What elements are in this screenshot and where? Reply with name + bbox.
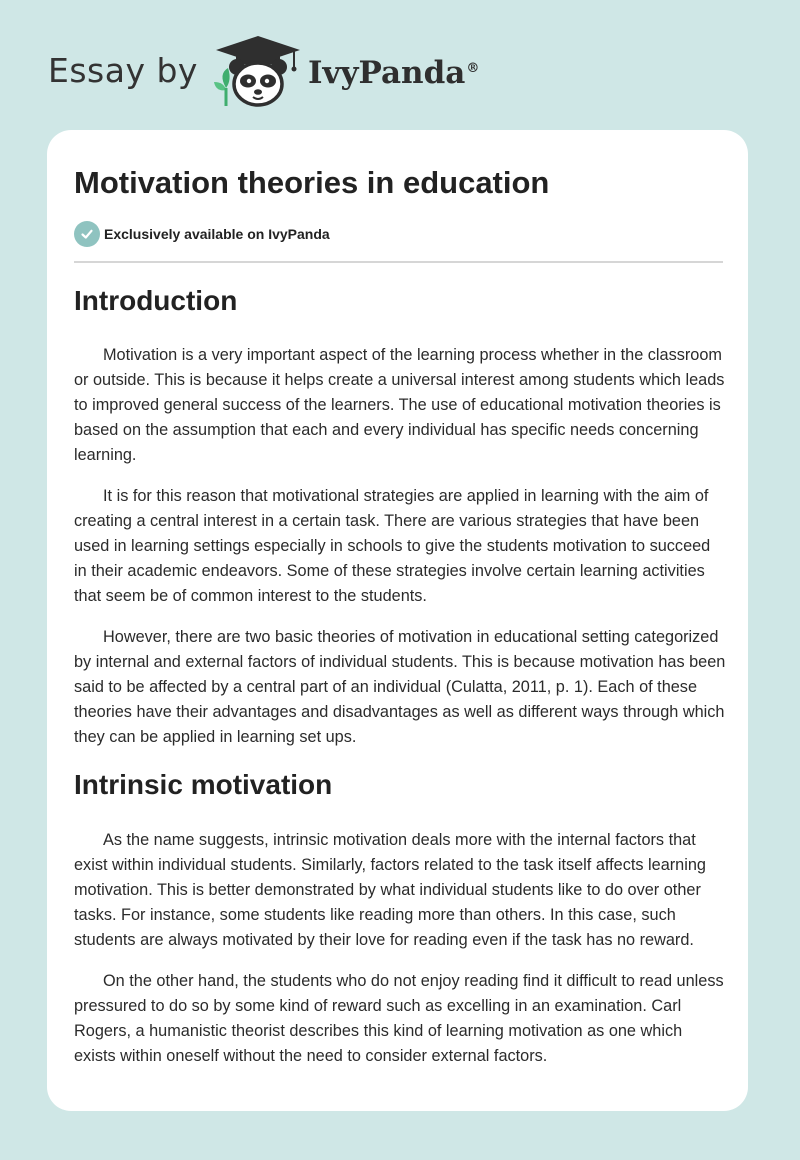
essay-card — [47, 130, 748, 1111]
title-divider — [74, 261, 723, 263]
section-heading-intrinsic-motivation: Intrinsic motivation — [74, 769, 333, 800]
brand-prefix: Essay by — [48, 50, 198, 90]
check-icon — [74, 221, 100, 247]
panda-mascot-icon[interactable] — [212, 34, 304, 110]
site-header — [48, 34, 479, 110]
paragraph: On the other hand, the students who do not enjoy reading find it difficult to read unless pressured to do so by some kind of reward such as excelling in an examination. Carl Rogers, a humanistic theorist describes this kind of learning motivation as one which exists within oneself without the need to consider external factors. — [74, 972, 724, 1065]
brand-name[interactable]: IvyPanda® — [307, 55, 480, 91]
availability-text: Exclusively available on IvyPanda — [104, 226, 330, 242]
registered-mark: ® — [466, 60, 480, 76]
paragraph: However, there are two basic theories of motivation in educational setting categorized by internal and external factors of individual students. This is because motivation has been said to be affected by a central part of an individual (Culatta, 2011, p. 1). Each of these theories have their advantages and disadvantages as well as different ways through which they can be applied in learning set ups. — [74, 628, 726, 746]
essay-title: Motivation theories in education — [74, 165, 550, 200]
paragraph: It is for this reason that motivational strategies are applied in learning with the aim of creating a central interest in a certain task. There are various strategies that have been used in learning settings especially in schools to give the students motivation to succeed in their academic endeavors. Some of these strategies involve certain learning activities that seem be of common interest to the students. — [74, 487, 711, 605]
paragraph: Motivation is a very important aspect of the learning process whether in the classroom or outside. This is because it helps create a universal interest among students which leads to improved general success of the learners. The use of educational motivation theories is based on the assumption that each and every individual has specific needs concerning learning. — [74, 346, 725, 464]
paragraph: As the name suggests, intrinsic motivation deals more with the internal factors that exist within individual students. Similarly, factors related to the task itself affects learning motivation. This is better demonstrated by what individual students like to do over other tasks. For instance, some students like reading more than others. In this case, such students are always motivated by their love for reading even if the task has no reward. — [74, 831, 706, 949]
section-heading-introduction: Introduction — [74, 285, 238, 316]
availability-badge — [74, 221, 330, 247]
